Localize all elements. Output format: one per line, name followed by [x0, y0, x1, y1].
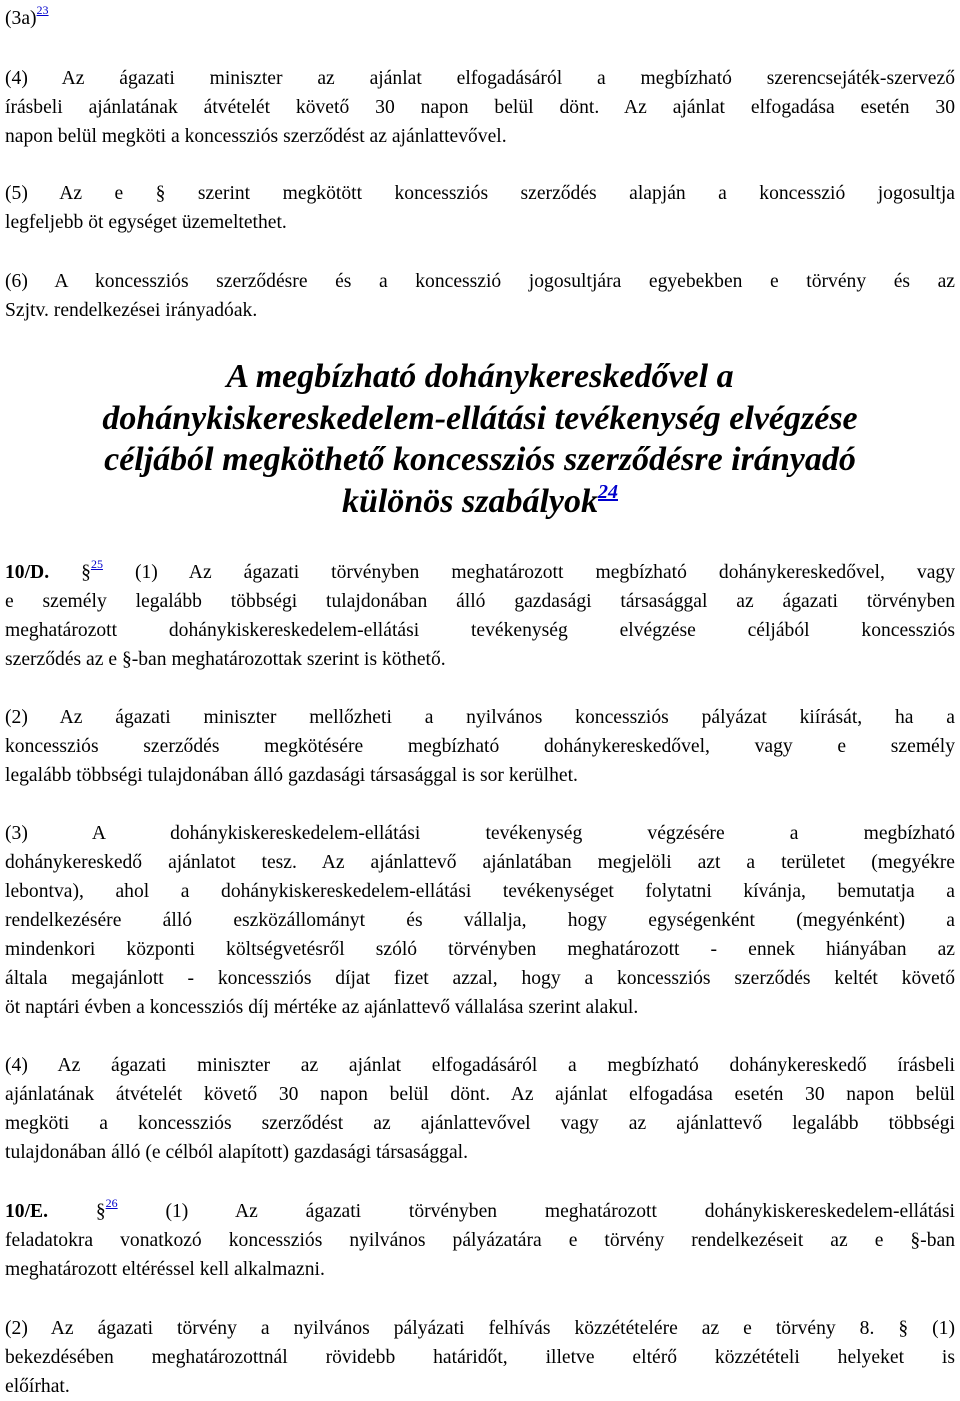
section-heading	[0, 356, 960, 522]
text-line: írásbeli ajánlatának átvételét követő 30 napon belül dönt. Az ajánlat elfogadása esetén 30	[5, 97, 955, 118]
text-line: (1) Az ágazati törvényben meghatározott dohánykiskereskedelem-ellátási	[165, 1201, 956, 1222]
text-line: (6) A koncessziós szerződésre és a koncesszió jogosultjára egyebekben e törvény és az	[5, 271, 955, 292]
top-paragraph-ref	[5, 4, 955, 33]
text-line: napon belül megköti a koncessziós szerződést az ajánlattevővel.	[5, 126, 507, 147]
text-line: öt naptári évben a koncessziós díj mértéke az ajánlattevő vállalása szerint alakul.	[5, 997, 639, 1018]
text-line: (4) Az ágazati miniszter az ajánlat elfogadásáról a megbízható szerencsejáték-szervező	[5, 68, 955, 89]
text-line: általa megajánlott - koncessziós díjat fizet azzal, hogy a koncessziós szerződés keltét követő	[5, 968, 955, 989]
text-line: bekezdésében meghatározottnál rövidebb határidőt, illetve eltérő közzétételi helyeket is	[5, 1347, 955, 1368]
text-line: (3) A dohánykiskereskedelem-ellátási tevékenység végzésére a megbízható	[5, 823, 955, 844]
text-line: koncessziós szerződés megkötésére megbízható dohánykereskedővel, vagy e személy	[5, 736, 955, 757]
text-line: meghatározott dohánykiskereskedelem-ellátási tevékenység elvégzése céljából koncessziós	[5, 620, 955, 641]
paragraph-4-gambling	[5, 64, 955, 151]
section-10e	[5, 1197, 955, 1284]
paragraph-5-gambling	[5, 179, 955, 237]
section-sign: §	[95, 1201, 106, 1222]
text-line: legfeljebb öt egységet üzemeltethet.	[5, 212, 287, 233]
paragraph-3-tobacco	[5, 819, 955, 1022]
paragraph-4-tobacco	[5, 1051, 955, 1167]
footnote-link[interactable]: 23	[36, 3, 49, 17]
text-line: szerződés az e §-ban meghatározottak szerint is köthető.	[5, 649, 446, 670]
paragraph-2-tender	[5, 1314, 955, 1401]
text-line: (5) Az e § szerint megkötött koncessziós szerződés alapján a koncesszió jogosultja	[5, 183, 955, 204]
text-line: feladatokra vonatkozó koncessziós nyilvános pályázatára e törvény rendelkezéseit az e §-ban	[5, 1230, 955, 1251]
section-10d	[5, 558, 955, 674]
text-line: rendelkezésére álló eszközállományt és vállalja, hogy egységenként (megyénként) a	[5, 910, 955, 931]
heading-line: A megbízható dohánykereskedővel a	[226, 358, 734, 395]
text-line: e személy legalább többségi tulajdonában álló gazdasági társasággal az ágazati törvényben	[5, 591, 955, 612]
heading-line: céljából megköthető koncessziós szerződésre irányadó	[104, 441, 856, 478]
section-number: 10/D.	[5, 562, 50, 583]
text-line: dohánykereskedő ajánlatot tesz. Az ajánlattevő ajánlatában megjelöli azt a területet (megyékre	[5, 852, 955, 873]
text-line: (1) Az ágazati törvényben meghatározott megbízható dohánykereskedővel, vagy	[134, 562, 955, 583]
text-line: előírhat.	[5, 1376, 70, 1397]
heading-line: dohánykiskereskedelem-ellátási tevékenység elvégzése	[102, 399, 858, 437]
text-line: lebontva), ahol a dohánykiskereskedelem-ellátási tevékenységet folytatni kívánja, bemutatja a	[5, 881, 955, 902]
section-number: 10/E.	[5, 1201, 49, 1222]
paragraph-label: (3a)	[5, 8, 37, 29]
heading-line: különös szabályok	[342, 482, 598, 520]
footnote-link[interactable]: 25	[90, 557, 103, 571]
text-line: Szjtv. rendelkezései irányadóak.	[5, 300, 258, 321]
text-line: legalább többségi tulajdonában álló gazdasági társasággal is sor kerülhet.	[5, 765, 578, 786]
paragraph-6-gambling	[5, 267, 955, 325]
text-line: (4) Az ágazati miniszter az ajánlat elfogadásáról a megbízható dohánykereskedő írásbeli	[5, 1055, 955, 1076]
text-line: mindenkori központi költségvetésről szóló törvényben meghatározott - ennek hiányában az	[5, 939, 955, 960]
text-line: megköti a koncessziós szerződést az ajánlattevővel vagy az ajánlattevő legalább többségi	[5, 1113, 955, 1134]
paragraph-2-tobacco	[5, 703, 955, 790]
text-line: ajánlatának átvételét követő 30 napon belül dönt. Az ajánlat elfogadása esetén 30 napon belül	[5, 1084, 955, 1105]
text-line: meghatározott eltéréssel kell alkalmazni.	[5, 1259, 325, 1280]
section-sign: §	[81, 562, 91, 583]
text-line: tulajdonában álló (e célból alapított) gazdasági társasággal.	[5, 1142, 468, 1163]
text-line: (2) Az ágazati törvény a nyilvános pályázati felhívás közzétételére az e törvény 8. § (1)	[5, 1318, 955, 1339]
footnote-link[interactable]: 26	[105, 1196, 118, 1210]
text-line: (2) Az ágazati miniszter mellőzheti a nyilvános koncessziós pályázat kiírását, ha a	[5, 707, 955, 728]
footnote-link[interactable]: 24	[598, 480, 618, 503]
